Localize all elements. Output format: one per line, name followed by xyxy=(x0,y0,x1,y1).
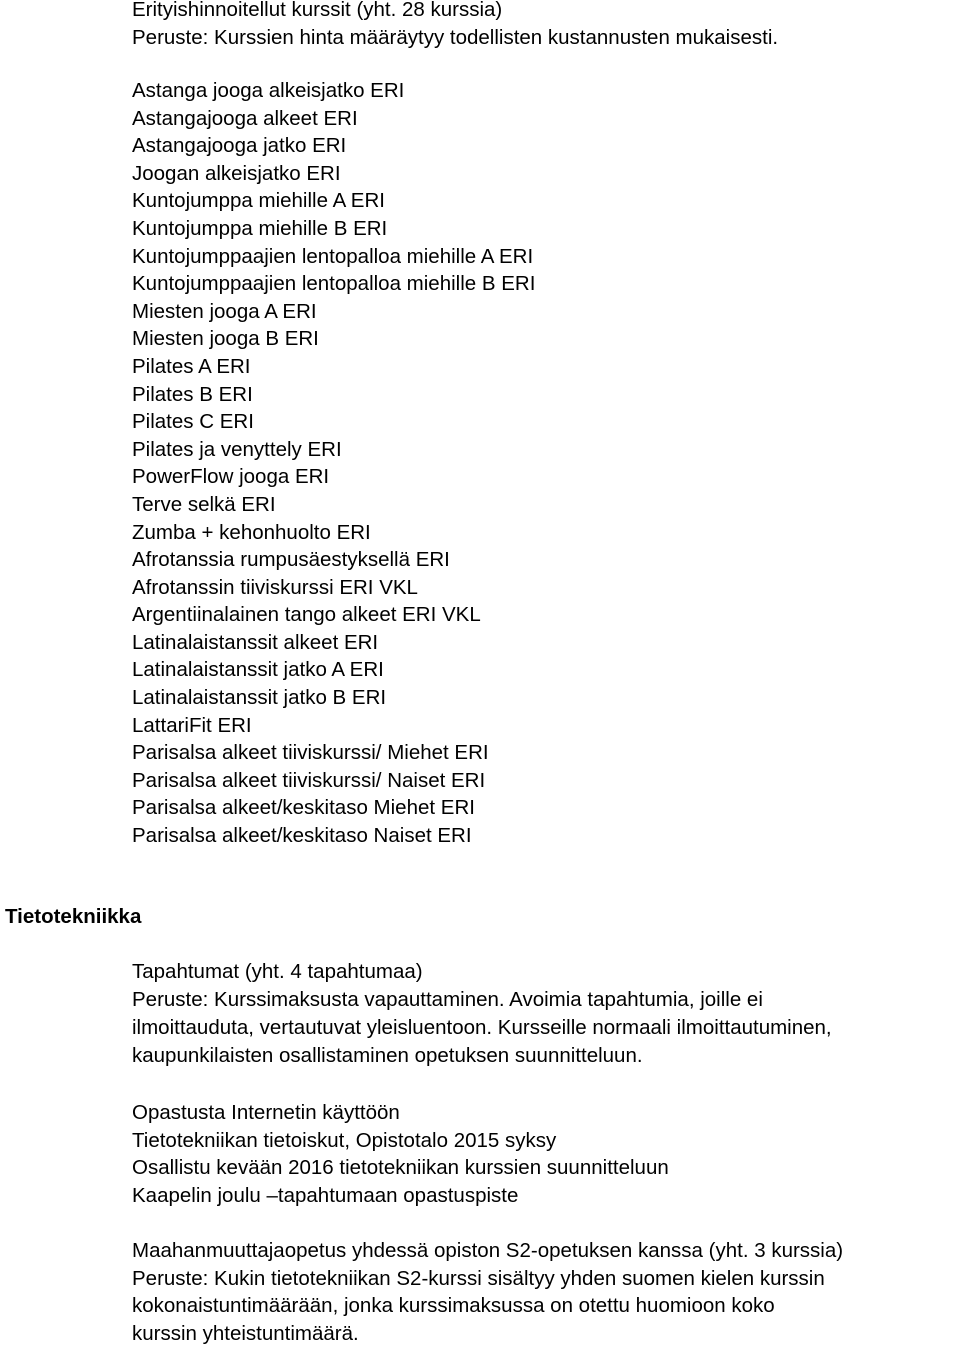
section-title: Tietotekniikka xyxy=(5,905,142,928)
list-item: Parisalsa alkeet tiiviskurssi/ Naiset ERI xyxy=(132,768,486,792)
list-item: Parisalsa alkeet/keskitaso Naiset ERI xyxy=(132,824,472,848)
s2-heading: Maahanmuuttajaopetus yhdessä opiston S2-opetuksen kanssa (yht. 3 kurssia) xyxy=(132,1239,844,1262)
s2-teaching-block xyxy=(0,1237,843,1347)
list-item: Latinalaistanssit alkeet ERI xyxy=(132,630,379,654)
list-item: Miesten jooga A ERI xyxy=(132,299,317,323)
s2-basis-line: kurssin yhteistuntimäärä. xyxy=(132,1321,359,1345)
list-item: Kuntojumppa miehille B ERI xyxy=(132,216,388,240)
list-item: Latinalaistanssit jatko A ERI xyxy=(132,658,384,682)
it-events-intro xyxy=(0,958,832,1070)
it-event-list xyxy=(0,1099,669,1209)
list-item: LattariFit ERI xyxy=(132,713,252,737)
events-heading: Tapahtumat (yht. 4 tapahtumaa) xyxy=(132,960,423,983)
list-item: Parisalsa alkeet tiiviskurssi/ Miehet ERI xyxy=(132,741,489,765)
list-item: Kuntojumppa miehille A ERI xyxy=(132,189,385,213)
s2-basis-line: kokonaistuntimäärään, jonka kurssimaksussa on otettu huomioon koko xyxy=(132,1294,775,1318)
special-courses-basis: Peruste: Kurssien hinta määräytyy todellisten kustannusten mukaisesti. xyxy=(132,25,779,49)
list-item: Opastusta Internetin käyttöön xyxy=(132,1101,400,1124)
special-courses-heading: Erityishinnoitellut kurssit (yht. 28 kurssia) xyxy=(132,0,503,21)
special-courses-intro xyxy=(0,0,778,51)
list-item: Argentiinalainen tango alkeet ERI VKL xyxy=(132,603,481,627)
list-item: PowerFlow jooga ERI xyxy=(132,465,330,489)
list-item: Parisalsa alkeet/keskitaso Miehet ERI xyxy=(132,796,475,820)
list-item: Kuntojumppaajien lentopalloa miehille B ERI xyxy=(132,272,536,296)
events-basis-line: ilmoittauduta, vertautuvat yleisluentoon. Kursseille normaali ilmoittautuminen, xyxy=(132,1015,832,1039)
list-item: Osallistu kevään 2016 tietotekniikan kurssien suunnitteluun xyxy=(132,1156,669,1180)
list-item: Pilates A ERI xyxy=(132,354,251,378)
list-item: Kuntojumppaajien lentopalloa miehille A ERI xyxy=(132,244,534,268)
list-item: Terve selkä ERI xyxy=(132,492,276,516)
list-item: Tietotekniikan tietoiskut, Opistotalo 2015 syksy xyxy=(132,1128,557,1152)
list-item: Joogan alkeisjatko ERI xyxy=(132,161,341,185)
list-item: Pilates B ERI xyxy=(132,382,253,406)
list-item: Astangajooga jatko ERI xyxy=(132,134,347,158)
list-item: Zumba + kehonhuolto ERI xyxy=(132,520,371,544)
list-item: Afrotanssia rumpusäestyksellä ERI xyxy=(132,548,450,572)
list-item: Astangajooga alkeet ERI xyxy=(132,106,358,130)
list-item: Pilates ja venyttely ERI xyxy=(132,437,342,461)
events-basis-line: Peruste: Kurssimaksusta vapauttaminen. Avoimia tapahtumia, joille ei xyxy=(132,987,763,1011)
list-item: Miesten jooga B ERI xyxy=(132,327,319,351)
s2-basis-line: Peruste: Kukin tietotekniikan S2-kurssi sisältyy yhden suomen kielen kurssin xyxy=(132,1266,825,1290)
events-basis-line: kaupunkilaisten osallistaminen opetuksen suunnitteluun. xyxy=(132,1044,643,1068)
list-item: Afrotanssin tiiviskurssi ERI VKL xyxy=(132,575,418,599)
list-item: Latinalaistanssit jatko B ERI xyxy=(132,686,387,710)
list-item: Pilates C ERI xyxy=(132,410,254,434)
list-item: Kaapelin joulu –tapahtumaan opastuspiste xyxy=(132,1183,519,1207)
list-item: Astanga jooga alkeisjatko ERI xyxy=(132,79,405,102)
special-course-list xyxy=(0,77,535,850)
